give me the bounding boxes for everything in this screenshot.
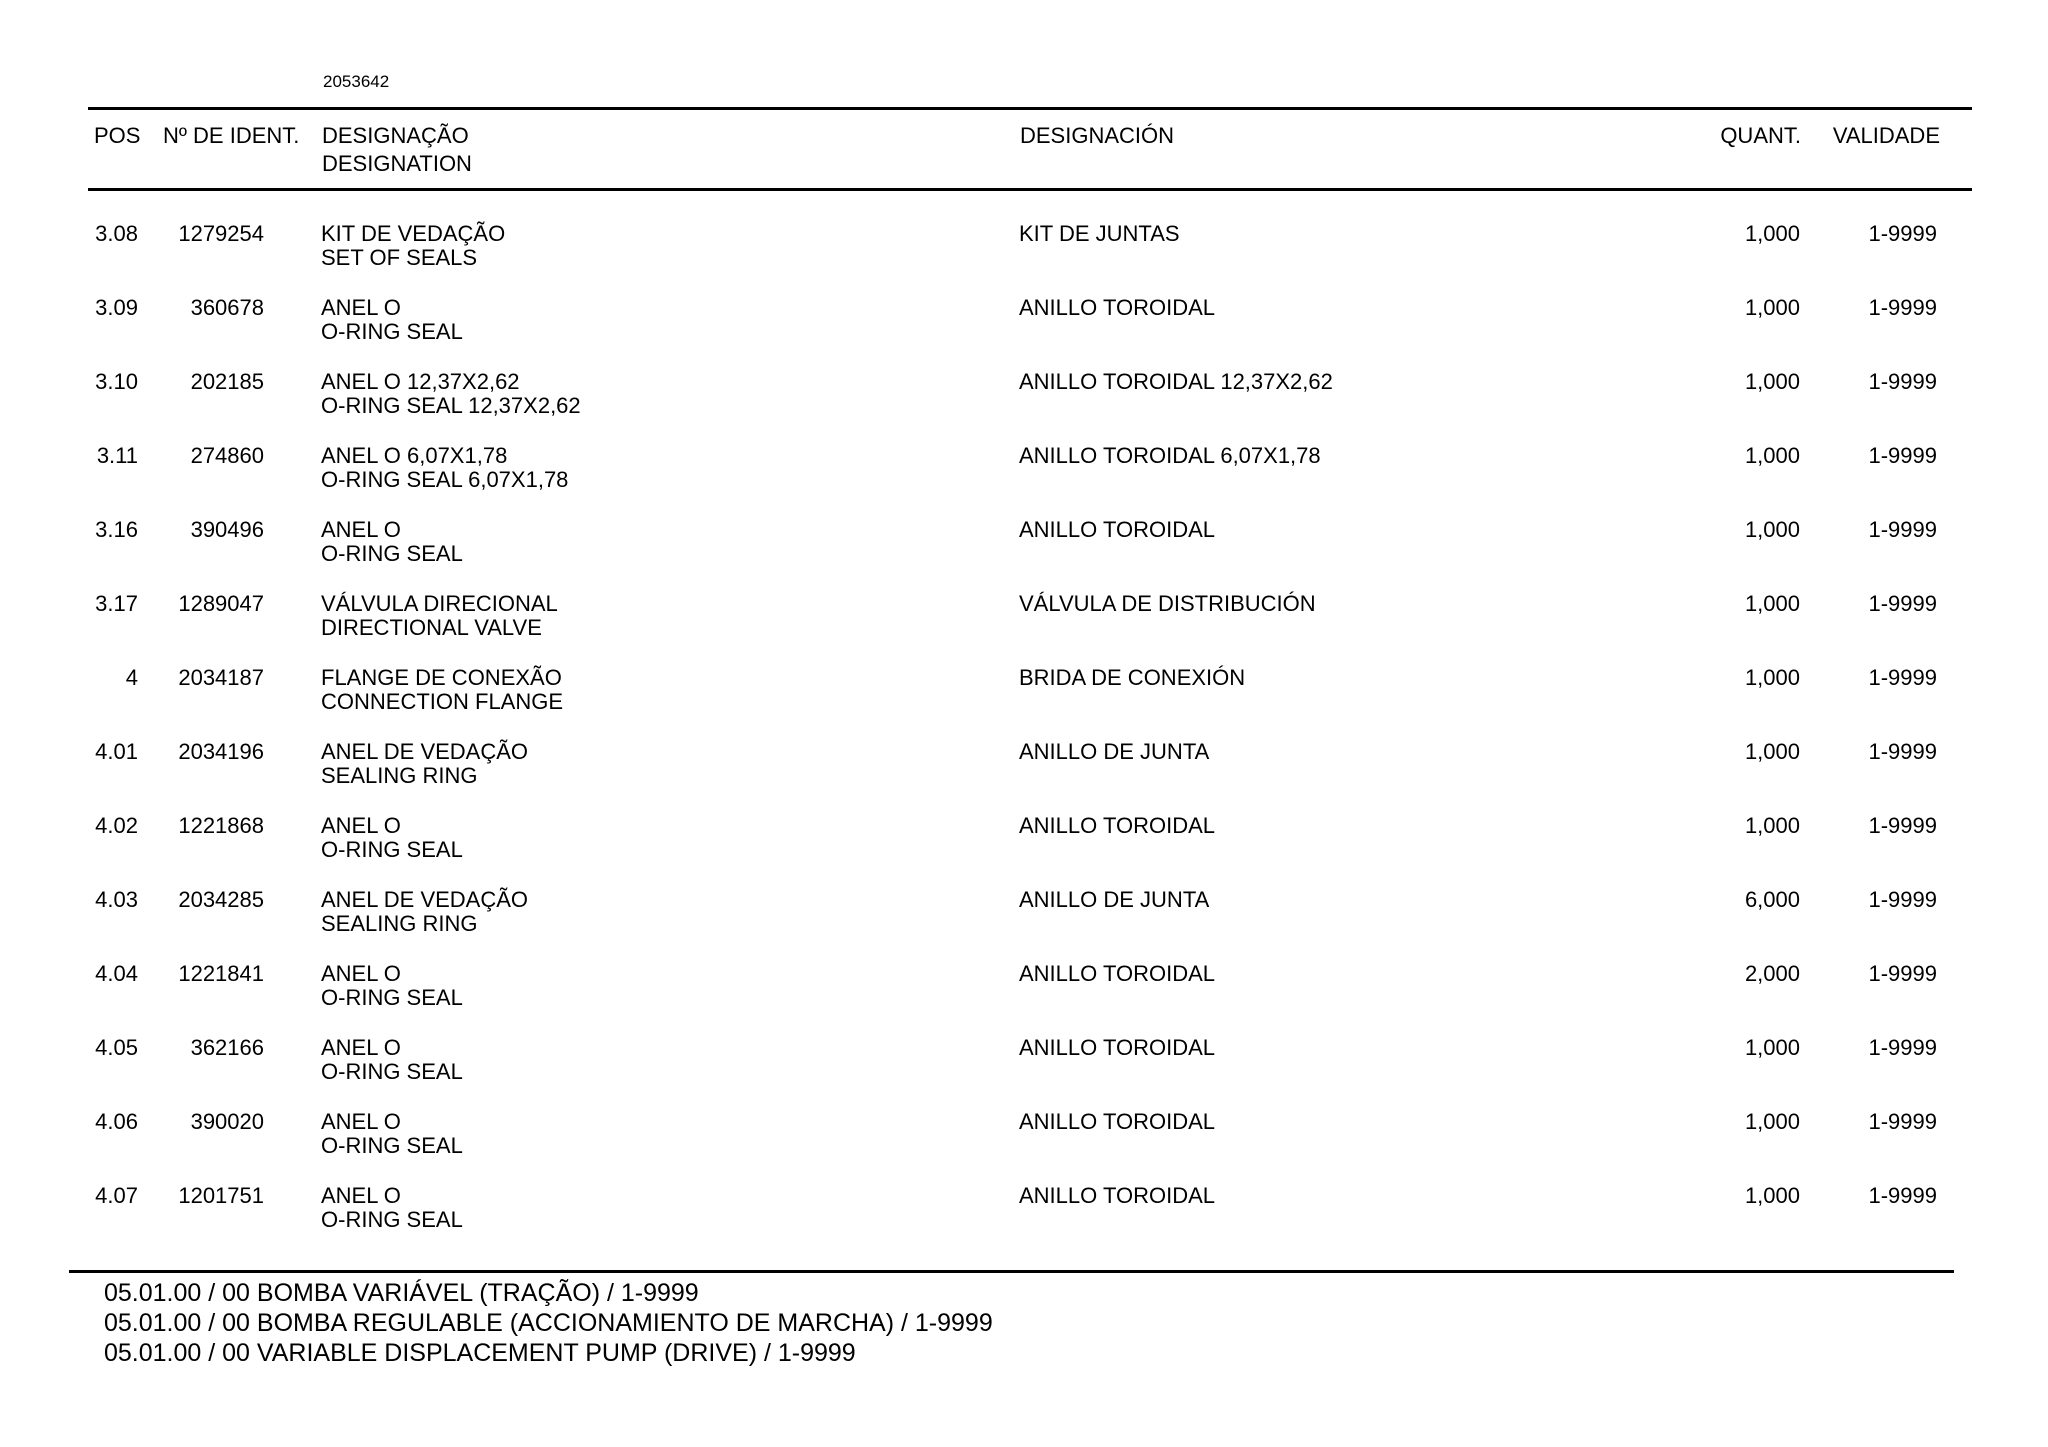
- cell-quant: 1,000: [1744, 1183, 1800, 1208]
- table-row: [88, 1184, 1968, 1258]
- cell-designation: [321, 1036, 463, 1084]
- cell-designation-es: ANILLO TOROIDAL: [1019, 1183, 1216, 1208]
- cell-quant: 1,000: [1744, 1109, 1800, 1134]
- header-designacao-pt: DESIGNAÇÃO: [322, 123, 469, 148]
- cell-designation: [321, 666, 563, 714]
- cell-designation-en: O-RING SEAL 6,07X1,78: [321, 467, 569, 492]
- cell-designation-es: ANILLO TOROIDAL 12,37X2,62: [1019, 369, 1333, 394]
- cell-designation-es: ANILLO DE JUNTA: [1019, 739, 1210, 764]
- header-bottom-rule: [88, 188, 1972, 191]
- cell-designation-en: SEALING RING: [321, 763, 478, 788]
- cell-ident: 1279254: [178, 221, 264, 246]
- cell-validade: 1-9999: [1868, 1035, 1937, 1060]
- cell-designation-pt: ANEL DE VEDAÇÃO: [321, 887, 529, 912]
- cell-designation-es: ANILLO TOROIDAL: [1019, 1109, 1216, 1134]
- header-ident: Nº DE IDENT.: [163, 123, 300, 148]
- cell-designation-pt: ANEL O: [321, 813, 401, 838]
- header-top-rule: [88, 107, 1972, 110]
- cell-designation-en: O-RING SEAL: [321, 319, 463, 344]
- cell-ident: 2034285: [178, 887, 264, 912]
- cell-ident: 1201751: [178, 1183, 264, 1208]
- cell-ident: 362166: [190, 1035, 264, 1060]
- table-row: [88, 740, 1968, 814]
- cell-validade: 1-9999: [1868, 517, 1937, 542]
- cell-designation-en: O-RING SEAL: [321, 1059, 463, 1084]
- cell-designation-es: ANILLO TOROIDAL: [1019, 517, 1216, 542]
- cell-designation-es: ANILLO TOROIDAL: [1019, 813, 1216, 838]
- cell-pos: 4: [125, 665, 138, 690]
- cell-quant: 1,000: [1744, 739, 1800, 764]
- assembly-reference-pt: 05.01.00 / 00 BOMBA VARIÁVEL (TRAÇÃO) / 1-9999: [104, 1279, 699, 1307]
- cell-ident: 360678: [190, 295, 264, 320]
- cell-ident: 2034187: [178, 665, 264, 690]
- cell-validade: 1-9999: [1868, 1109, 1937, 1134]
- cell-designation-pt: ANEL O 6,07X1,78: [321, 443, 508, 468]
- cell-ident: 274860: [190, 443, 264, 468]
- assembly-reference-es: 05.01.00 / 00 BOMBA REGULABLE (ACCIONAMIENTO DE MARCHA) / 1-9999: [104, 1309, 993, 1337]
- cell-ident: 1221868: [178, 813, 264, 838]
- cell-designation-es: ANILLO TOROIDAL 6,07X1,78: [1019, 443, 1321, 468]
- cell-designation-es: ANILLO DE JUNTA: [1019, 887, 1210, 912]
- cell-designation-es: ANILLO TOROIDAL: [1019, 961, 1216, 986]
- cell-quant: 1,000: [1744, 369, 1800, 394]
- cell-quant: 1,000: [1744, 517, 1800, 542]
- cell-designation: [321, 1184, 463, 1232]
- cell-designation-es: KIT DE JUNTAS: [1019, 221, 1180, 246]
- cell-ident: 2034196: [178, 739, 264, 764]
- cell-designation-pt: ANEL O 12,37X2,62: [321, 369, 520, 394]
- cell-validade: 1-9999: [1868, 739, 1937, 764]
- header-designation-en: DESIGNATION: [322, 151, 472, 176]
- cell-designation-en: O-RING SEAL: [321, 541, 463, 566]
- cell-quant: 1,000: [1744, 813, 1800, 838]
- cell-pos: 4.01: [95, 739, 138, 764]
- cell-designation-en: O-RING SEAL: [321, 1133, 463, 1158]
- cell-validade: 1-9999: [1868, 443, 1937, 468]
- parts-table-body: [88, 222, 1968, 1258]
- cell-designation-es: ANILLO TOROIDAL: [1019, 295, 1216, 320]
- cell-quant: 1,000: [1744, 443, 1800, 468]
- cell-designation-en: DIRECTIONAL VALVE: [321, 615, 542, 640]
- cell-ident: 390496: [190, 517, 264, 542]
- cell-pos: 3.17: [95, 591, 138, 616]
- cell-designation-pt: ANEL DE VEDAÇÃO: [321, 739, 529, 764]
- assembly-reference-en: 05.01.00 / 00 VARIABLE DISPLACEMENT PUMP (DRIVE) / 1-9999: [104, 1339, 856, 1367]
- cell-designation-en: O-RING SEAL 12,37X2,62: [321, 393, 581, 418]
- cell-quant: 1,000: [1744, 665, 1800, 690]
- cell-designation-en: SEALING RING: [321, 911, 478, 936]
- cell-designation-es: ANILLO TOROIDAL: [1019, 1035, 1216, 1060]
- cell-designation: [321, 370, 581, 418]
- cell-designation: [321, 962, 463, 1010]
- cell-designation-en: O-RING SEAL: [321, 1207, 463, 1232]
- cell-pos: 3.09: [95, 295, 138, 320]
- cell-designation: [321, 592, 558, 640]
- cell-designation-pt: VÁLVULA DIRECIONAL: [321, 591, 558, 616]
- cell-ident: 202185: [190, 369, 264, 394]
- cell-pos: 3.08: [95, 221, 138, 246]
- cell-quant: 6,000: [1744, 887, 1800, 912]
- table-row: [88, 444, 1968, 518]
- cell-designation-pt: ANEL O: [321, 961, 401, 986]
- cell-quant: 1,000: [1744, 1035, 1800, 1060]
- cell-ident: 1221841: [178, 961, 264, 986]
- cell-designation: [321, 444, 568, 492]
- cell-validade: 1-9999: [1868, 1183, 1937, 1208]
- cell-designation-pt: ANEL O: [321, 1109, 401, 1134]
- cell-designation: [321, 222, 505, 270]
- cell-designation-pt: ANEL O: [321, 517, 401, 542]
- cell-quant: 1,000: [1744, 295, 1800, 320]
- cell-ident: 390020: [190, 1109, 264, 1134]
- table-row: [88, 666, 1968, 740]
- cell-designation-pt: FLANGE DE CONEXÃO: [321, 665, 562, 690]
- cell-validade: 1-9999: [1868, 887, 1937, 912]
- table-row: [88, 222, 1968, 296]
- table-row: [88, 370, 1968, 444]
- cell-designation: [321, 1110, 463, 1158]
- cell-pos: 4.03: [95, 887, 138, 912]
- header-quant: QUANT.: [1720, 123, 1801, 148]
- cell-designation-pt: ANEL O: [321, 295, 401, 320]
- table-row: [88, 888, 1968, 962]
- cell-designation-en: O-RING SEAL: [321, 985, 463, 1010]
- table-row: [88, 1036, 1968, 1110]
- cell-validade: 1-9999: [1868, 961, 1937, 986]
- cell-pos: 4.04: [95, 961, 138, 986]
- header-validade: VALIDADE: [1832, 123, 1940, 148]
- cell-quant: 1,000: [1744, 221, 1800, 246]
- table-row: [88, 814, 1968, 888]
- cell-designation-pt: KIT DE VEDAÇÃO: [321, 221, 506, 246]
- cell-designation: [321, 888, 528, 936]
- cell-designation: [321, 814, 463, 862]
- table-row: [88, 296, 1968, 370]
- footer-rule: [69, 1270, 1954, 1273]
- header-designacion-es: DESIGNACIÓN: [1020, 123, 1175, 148]
- cell-designation-pt: ANEL O: [321, 1183, 401, 1208]
- table-header: [88, 122, 1968, 182]
- cell-designation: [321, 296, 463, 344]
- cell-validade: 1-9999: [1868, 591, 1937, 616]
- table-row: [88, 592, 1968, 666]
- cell-ident: 1289047: [178, 591, 264, 616]
- cell-designation-en: O-RING SEAL: [321, 837, 463, 862]
- cell-designation: [321, 518, 463, 566]
- cell-designation-en: SET OF SEALS: [321, 245, 478, 270]
- table-row: [88, 962, 1968, 1036]
- cell-pos: 4.06: [95, 1109, 138, 1134]
- cell-validade: 1-9999: [1868, 369, 1937, 394]
- cell-pos: 4.05: [95, 1035, 138, 1060]
- cell-pos: 3.10: [95, 369, 138, 394]
- cell-quant: 2,000: [1744, 961, 1800, 986]
- cell-validade: 1-9999: [1868, 665, 1937, 690]
- header-pos: POS: [94, 123, 141, 148]
- cell-designation: [321, 740, 528, 788]
- assembly-references: [104, 1278, 993, 1368]
- cell-designation-en: CONNECTION FLANGE: [321, 689, 564, 714]
- cell-pos: 4.02: [95, 813, 138, 838]
- document-number: 2053642: [323, 72, 390, 91]
- header-designacao: [322, 122, 472, 178]
- cell-pos: 3.11: [96, 443, 138, 468]
- cell-validade: 1-9999: [1868, 813, 1937, 838]
- cell-validade: 1-9999: [1868, 295, 1937, 320]
- cell-pos: 3.16: [95, 517, 138, 542]
- table-row: [88, 1110, 1968, 1184]
- cell-quant: 1,000: [1744, 591, 1800, 616]
- table-row: [88, 518, 1968, 592]
- cell-designation-es: BRIDA DE CONEXIÓN: [1019, 665, 1246, 690]
- cell-designation-pt: ANEL O: [321, 1035, 401, 1060]
- cell-validade: 1-9999: [1868, 221, 1937, 246]
- cell-designation-es: VÁLVULA DE DISTRIBUCIÓN: [1019, 591, 1316, 616]
- cell-pos: 4.07: [95, 1183, 138, 1208]
